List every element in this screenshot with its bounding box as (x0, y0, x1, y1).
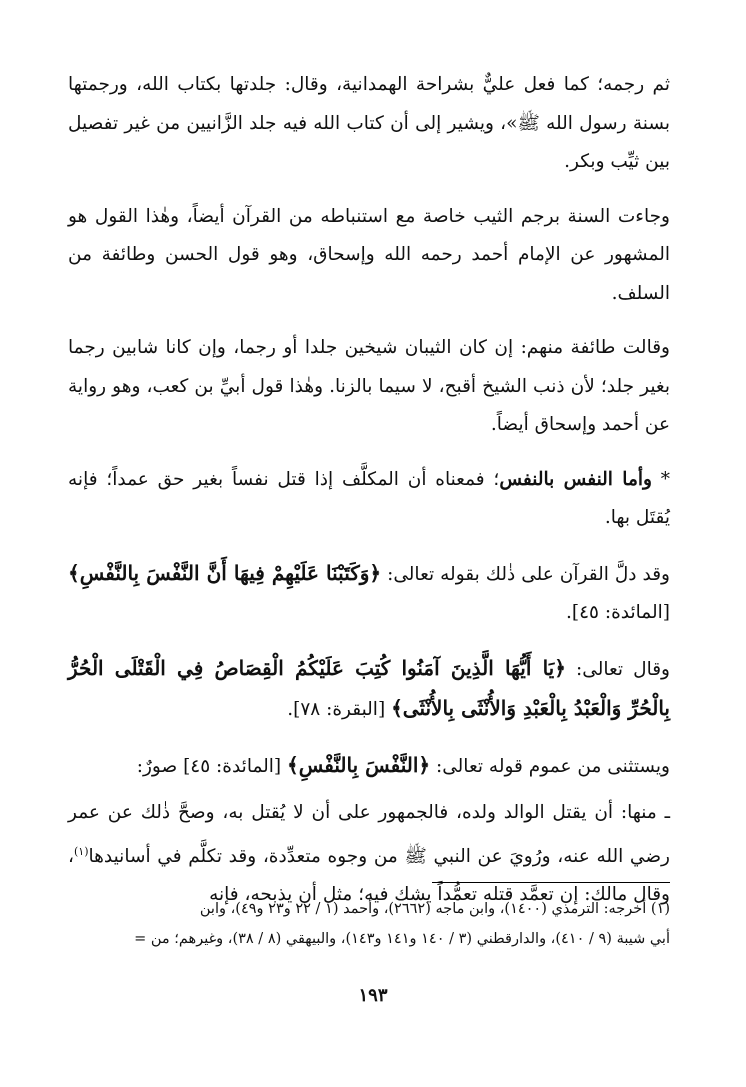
last-text-a: ـ منها: أن يقتل الوالد ولده، فالجمهور على أن لا يُقتل به، وصحَّ ذٰلك عن عمر رضي الله عنه، ورُويَ عن النبي ﷺ من وجوه متعدِّدة، وقد تكلَّم في أسانيدها (68, 802, 670, 867)
last-text-b: ، وقال مالك: إن تعمَّد قتله تعمُّداً يشك فيه؛ مثل أن يذبحه، فإنه (68, 845, 670, 906)
paragraph-verse-3 (68, 746, 670, 787)
bullet-star: * (660, 468, 670, 490)
quran-verse-1: ﴿وَكَتَبْنَا عَلَيْهِمْ فِيهَا أَنَّ النَّفْسَ بِالنَّفْسِ﴾ (68, 560, 382, 585)
verse-1-ref: [المائدة: ٤٥]. (566, 602, 670, 623)
verse-3-intro: ويستثنى من عموم قوله تعالى: (430, 755, 670, 777)
footnote-section (62, 894, 670, 954)
page-number: ١٩٣ (358, 985, 388, 1006)
verse-2-ref: [البقرة: ٧٨]. (287, 699, 392, 720)
paragraph-nafs (68, 461, 670, 538)
paragraph-verse-1 (68, 554, 670, 633)
nafs-heading: وأما النفس بالنفس (499, 468, 652, 490)
footnote-line-1: (١) أخرجه: الترمذي (١٤٠٠)، وابن ماجه (٢٦٦٢)، وأحمد (١ / ٢٢ و٢٣ و٤٩)، وابن (199, 901, 670, 917)
verse-3-ref: [المائدة: ٤٥] صورٌ: (136, 755, 288, 777)
quran-verse-2: ﴿يَا أَيُّهَا الَّذِينَ آمَنُوا كُتِبَ عَلَيْكُمُ الْقِصَاصُ فِي الْقَتْلَى الْحُرُّ بِالْحُرِّ وَالْعَبْدُ بِالْعَبْدِ وَالأُنْثَى بِالأُنْثَى﴾ (68, 655, 670, 720)
main-text (68, 66, 670, 931)
paragraph-verse-2 (68, 649, 670, 730)
footnote-mark[interactable]: (١) (73, 844, 89, 858)
paragraph-2: وجاءت السنة برجم الثيب خاصة مع استنباطه من القرآن أيضاً، وهٰذا القول هو المشهور عن الإمام أحمد رحمه الله وإسحاق، وهو قول الحسن وطائفة من السلف. (68, 205, 670, 304)
verse-2-intro: وقال تعالى: (565, 658, 670, 680)
paragraph-3: وقالت طائفة منهم: إن كان الثيبان شيخين جلدا أو رجما، وإن كانا شابين رجما بغير جلد؛ لأن ذنب الشيخ أقبح، لا سيما بالزنا. وهٰذا قول أبيِّ بن كعب، وهو رواية عن أحمد وإسحاق أيضاً. (68, 337, 670, 435)
paragraph-1: ثم رجمه؛ كما فعل عليٌّ بشراحة الهمدانية، وقال: جلدتها بكتاب الله، ورجمتها بسنة رسول الله ﷺ»، ويشير إلى أن كتاب الله فيه جلد الزَّانيين من غير تفصيل بين ثيِّب وبكر. (68, 74, 670, 172)
quran-verse-3: ﴿النَّفْسَ بِالنَّفْسِ﴾ (287, 752, 431, 777)
verse-1-intro: وقد دلَّ القرآن على ذٰلك بقوله تعالى: (381, 563, 670, 585)
footnote-divider (432, 882, 670, 883)
footnote-line-2: أبي شيبة (٩ / ٤١٠)، والدارقطني (٣ / ١٤٠ و١٤١ و١٤٣)، والبيهقي (٨ / ٣٨)، وغيرهم؛ من = (134, 931, 670, 947)
nafs-text: ؛ فمعناه أن المكلَّف إذا قتل نفساً بغير حق عمداً؛ فإنه يُقتَل بها. (68, 468, 670, 528)
